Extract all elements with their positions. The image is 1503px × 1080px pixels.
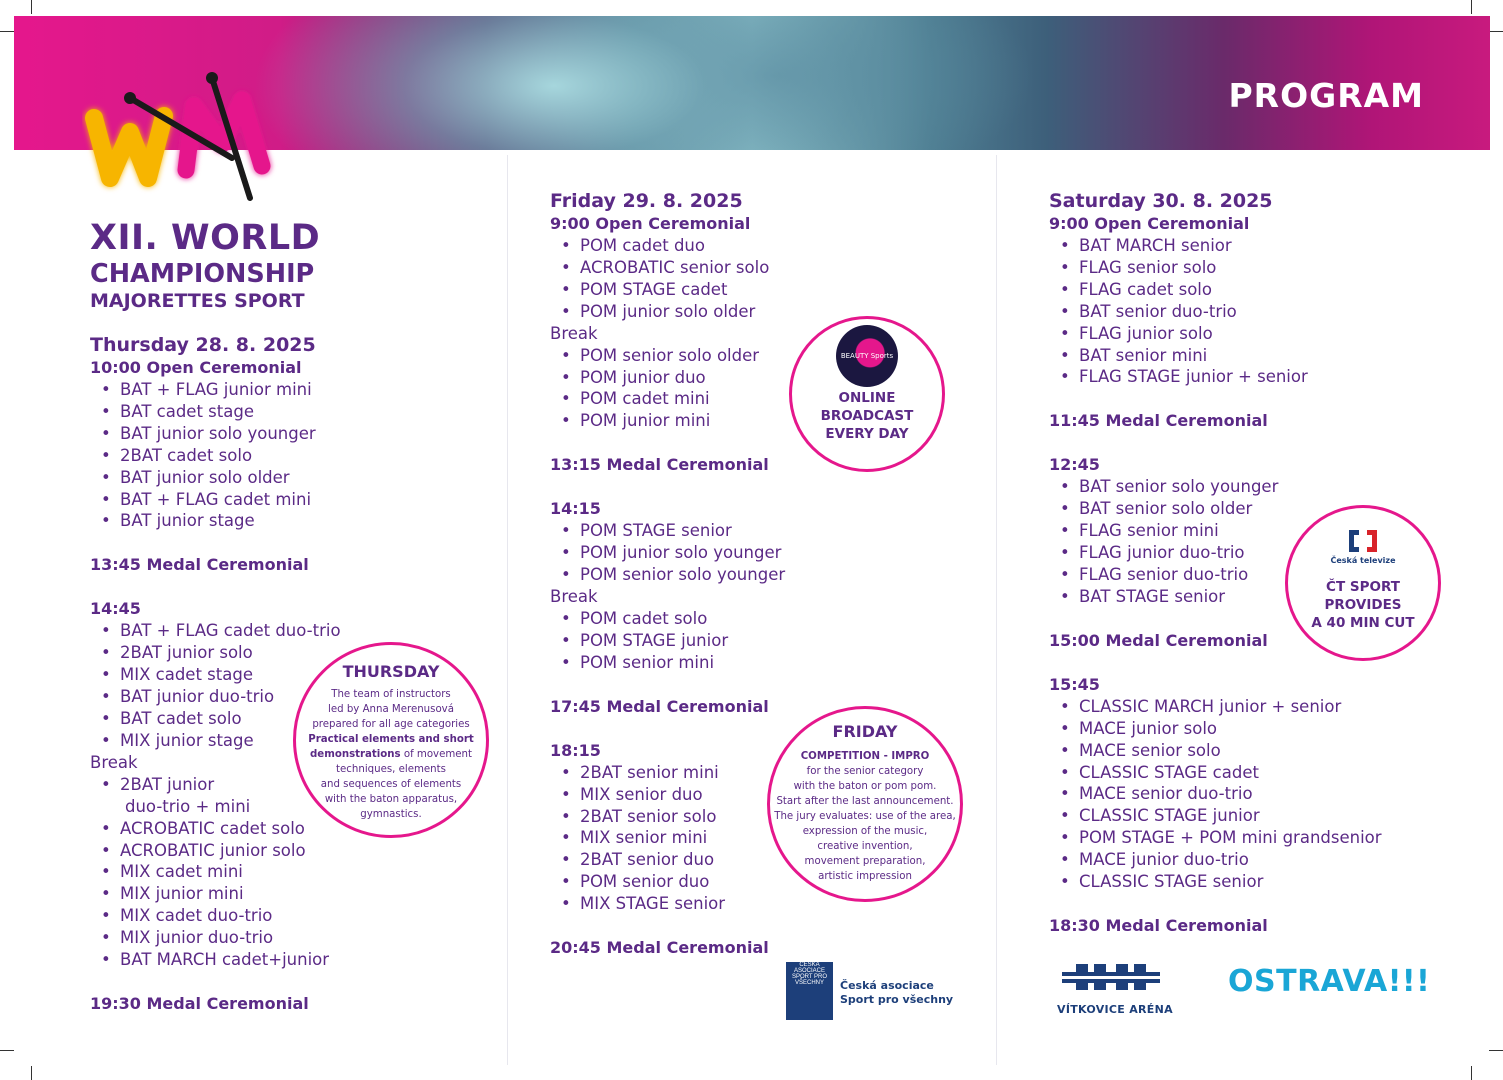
list-item: • POM senior solo younger xyxy=(550,564,785,586)
circle-text: The jury evaluates: use of the area, xyxy=(774,811,956,822)
circle-text: prepared for all age categories xyxy=(312,719,470,730)
open-ceremonial: 9:00 Open Ceremonial xyxy=(1049,214,1250,233)
list-item: • MIX junior stage xyxy=(90,730,341,752)
list-item: • 2BAT cadet solo xyxy=(90,445,341,467)
vitkovice-arena-text: VÍTKOVICE ARÉNA xyxy=(1057,1003,1173,1016)
medal-ceremonial: 18:30 Medal Ceremonial xyxy=(1049,915,1268,935)
beauty-sports-logo-icon: BEAUTY Sports xyxy=(836,325,898,387)
circle-text: creative invention, xyxy=(817,841,913,852)
list-item: • FLAG senior solo xyxy=(1049,257,1382,279)
event-list xyxy=(90,379,341,532)
medal-ceremonial: 13:45 Medal Ceremonial xyxy=(90,555,309,575)
vitkovice-arena-logo-icon xyxy=(1062,960,1160,996)
list-item: • POM senior solo older xyxy=(550,345,785,367)
event-list xyxy=(550,520,785,586)
list-item: • ACROBATIC senior solo xyxy=(550,257,785,279)
list-item: • POM junior duo xyxy=(550,367,785,389)
circle-text: with the baton apparatus, xyxy=(324,794,458,805)
circle-text: led by Anna Merenusová xyxy=(328,704,454,715)
ct-brand-text: Česká televize xyxy=(1330,556,1396,565)
event-list xyxy=(550,762,785,915)
list-item: • POM cadet duo xyxy=(550,235,785,257)
list-item: • MACE senior duo-trio xyxy=(1049,783,1382,805)
list-item: • POM STAGE + POM mini grandsenior xyxy=(1049,827,1382,849)
circle-text: ONLINE xyxy=(838,390,896,406)
circle-text: with the baton or pom pom. xyxy=(793,781,937,792)
circle-text: demonstrations xyxy=(310,749,401,760)
day-heading: Thursday 28. 8. 2025 xyxy=(90,334,316,356)
list-item: • POM senior mini xyxy=(550,652,785,674)
list-item: • BAT STAGE senior xyxy=(1049,586,1382,608)
list-item: • ACROBATIC cadet solo xyxy=(90,818,341,840)
sport-pro-vsechny-logo-icon: ČESKÁ ASOCIACE SPORT PRO VŠECHNY xyxy=(786,962,833,1020)
list-item: • FLAG cadet solo xyxy=(1049,279,1382,301)
list-item: • 2BAT junior solo xyxy=(90,642,341,664)
list-item: • CLASSIC STAGE junior xyxy=(1049,805,1382,827)
circle-text: artistic impression xyxy=(818,871,912,882)
circle-text: BROADCAST xyxy=(820,408,914,424)
crop-mark xyxy=(1471,0,1472,14)
session-time: 12:45 xyxy=(1049,455,1100,475)
open-ceremonial: 10:00 Open Ceremonial xyxy=(90,358,302,377)
list-item: • BAT junior duo-trio xyxy=(90,686,341,708)
list-item: • MIX cadet stage xyxy=(90,664,341,686)
list-item: • POM cadet solo xyxy=(550,608,785,630)
list-item: • CLASSIC STAGE senior xyxy=(1049,871,1382,893)
event-list xyxy=(550,608,785,674)
friday-column xyxy=(550,189,785,959)
list-item: • FLAG junior duo-trio xyxy=(1049,542,1382,564)
list-item: • BAT + FLAG junior mini xyxy=(90,379,341,401)
event-title-line3: MAJORETTES SPORT xyxy=(90,290,305,312)
sponsor-text: Sport pro všechny xyxy=(840,993,954,1006)
circle-text: PROVIDES xyxy=(1324,597,1402,613)
list-item: • MACE senior solo xyxy=(1049,740,1382,762)
medal-ceremonial: 20:45 Medal Ceremonial xyxy=(550,938,769,958)
list-item: • BAT junior stage xyxy=(90,510,341,532)
session-time: 14:45 xyxy=(90,599,141,619)
circle-title: FRIDAY xyxy=(832,722,898,741)
event-list xyxy=(1049,235,1382,388)
circle-text: COMPETITION - IMPRO xyxy=(800,751,930,762)
list-item: • POM junior solo younger xyxy=(550,542,785,564)
circle-text: of movement xyxy=(400,749,472,760)
list-item: • BAT senior solo older xyxy=(1049,498,1382,520)
page-title: PROGRAM xyxy=(1228,76,1424,115)
list-item: • 2BAT junior xyxy=(90,774,341,796)
circle-text: movement preparation, xyxy=(804,856,926,867)
list-item: • POM STAGE senior xyxy=(550,520,785,542)
list-item: • POM senior duo xyxy=(550,871,785,893)
circle-text: for the senior category xyxy=(806,766,924,777)
circle-text: The team of instructors xyxy=(331,689,451,700)
list-item: • BAT senior mini xyxy=(1049,345,1382,367)
list-item: • FLAG senior mini xyxy=(1049,520,1382,542)
event-title-line1: XII. WORLD xyxy=(90,218,321,258)
break-label: Break xyxy=(550,586,598,606)
thursday-workshop-circle xyxy=(293,642,489,838)
list-item: • 2BAT senior solo xyxy=(550,806,785,828)
circle-text: Practical elements and short xyxy=(308,734,474,745)
circle-text: Start after the last announcement. xyxy=(776,796,954,807)
list-item: • FLAG junior solo xyxy=(1049,323,1382,345)
crop-mark xyxy=(0,31,14,32)
day-heading: Saturday 30. 8. 2025 xyxy=(1049,190,1273,212)
list-item: • CLASSIC STAGE cadet xyxy=(1049,762,1382,784)
column-divider xyxy=(996,155,997,1065)
list-item: • MACE junior solo xyxy=(1049,718,1382,740)
crop-mark xyxy=(31,0,32,14)
list-item: • MACE junior duo-trio xyxy=(1049,849,1382,871)
circle-text: gymnastics. xyxy=(360,809,422,820)
medal-ceremonial: 19:30 Medal Ceremonial xyxy=(90,993,309,1013)
crop-mark xyxy=(0,1050,14,1051)
list-item: • MIX junior duo-trio xyxy=(90,927,341,949)
list-item: • POM junior solo older xyxy=(550,301,785,323)
list-item: • BAT MARCH senior xyxy=(1049,235,1382,257)
session-time: 14:15 xyxy=(550,499,601,519)
list-item: • MIX senior duo xyxy=(550,784,785,806)
list-item: • BAT + FLAG cadet duo-trio xyxy=(90,620,341,642)
circle-title: THURSDAY xyxy=(342,662,440,681)
list-item: • MIX STAGE senior xyxy=(550,893,785,915)
crop-mark xyxy=(1489,1050,1503,1051)
list-item: • BAT senior solo younger xyxy=(1049,476,1382,498)
wm-logo-icon xyxy=(82,70,282,205)
event-title-line2: CHAMPIONSHIP xyxy=(90,259,315,289)
list-item: • MIX junior mini xyxy=(90,883,341,905)
sport-pro-vsechny-text xyxy=(840,979,953,1007)
event-list xyxy=(550,235,785,323)
list-item: • POM STAGE junior xyxy=(550,630,785,652)
list-item: • BAT cadet stage xyxy=(90,401,341,423)
break-label: Break xyxy=(550,323,598,343)
list-item: • BAT junior solo younger xyxy=(90,423,341,445)
list-item: • ACROBATIC junior solo xyxy=(90,840,341,862)
circle-text: and sequences of elements xyxy=(320,779,462,790)
sponsor-text: Česká asociace xyxy=(840,979,934,992)
medal-ceremonial: 13:15 Medal Ceremonial xyxy=(550,455,769,475)
online-broadcast-circle xyxy=(789,316,945,472)
open-ceremonial: 9:00 Open Ceremonial xyxy=(550,214,751,233)
break-label: Break xyxy=(90,752,138,772)
list-item: • BAT senior duo-trio xyxy=(1049,301,1382,323)
session-time: 15:45 xyxy=(1049,674,1100,694)
medal-ceremonial: 17:45 Medal Ceremonial xyxy=(550,696,769,716)
crop-mark xyxy=(1489,31,1503,32)
circle-text: ČT SPORT xyxy=(1326,579,1400,595)
day-heading: Friday 29. 8. 2025 xyxy=(550,190,743,212)
ceska-televize-logo-icon xyxy=(1345,528,1381,554)
event-list xyxy=(1049,696,1382,893)
list-item: • FLAG STAGE junior + senior xyxy=(1049,366,1382,388)
list-item: • MIX senior mini xyxy=(550,827,785,849)
list-item: • FLAG senior duo-trio xyxy=(1049,564,1382,586)
list-item: • POM STAGE cadet xyxy=(550,279,785,301)
list-item: • POM cadet mini xyxy=(550,388,785,410)
list-item: • BAT MARCH cadet+junior xyxy=(90,949,341,971)
list-item: • POM junior mini xyxy=(550,410,785,432)
list-item: • MIX cadet duo-trio xyxy=(90,905,341,927)
list-item: • 2BAT senior mini xyxy=(550,762,785,784)
list-item: • MIX cadet mini xyxy=(90,861,341,883)
circle-text: techniques, elements xyxy=(336,764,446,775)
circle-text: A 40 MIN CUT xyxy=(1311,615,1415,631)
list-item: • BAT + FLAG cadet mini xyxy=(90,489,341,511)
list-item: • BAT junior solo older xyxy=(90,467,341,489)
crop-mark xyxy=(1471,1066,1472,1080)
medal-ceremonial: 15:00 Medal Ceremonial xyxy=(1049,630,1268,650)
circle-text: EVERY DAY xyxy=(825,426,909,442)
list-item-continuation: duo-trio + mini xyxy=(125,796,251,816)
ostrava-logo: OSTRAVA!!! xyxy=(1228,964,1431,999)
session-time: 18:15 xyxy=(550,740,601,760)
list-item: • CLASSIC MARCH junior + senior xyxy=(1049,696,1382,718)
circle-text: expression of the music, xyxy=(802,826,928,837)
list-item: • 2BAT senior duo xyxy=(550,849,785,871)
list-item: • BAT cadet solo xyxy=(90,708,341,730)
medal-ceremonial: 11:45 Medal Ceremonial xyxy=(1049,411,1268,431)
friday-impro-circle xyxy=(767,706,963,902)
crop-mark xyxy=(31,1066,32,1080)
ct-sport-circle xyxy=(1285,505,1441,661)
column-divider xyxy=(507,155,508,1065)
event-list xyxy=(550,345,785,433)
